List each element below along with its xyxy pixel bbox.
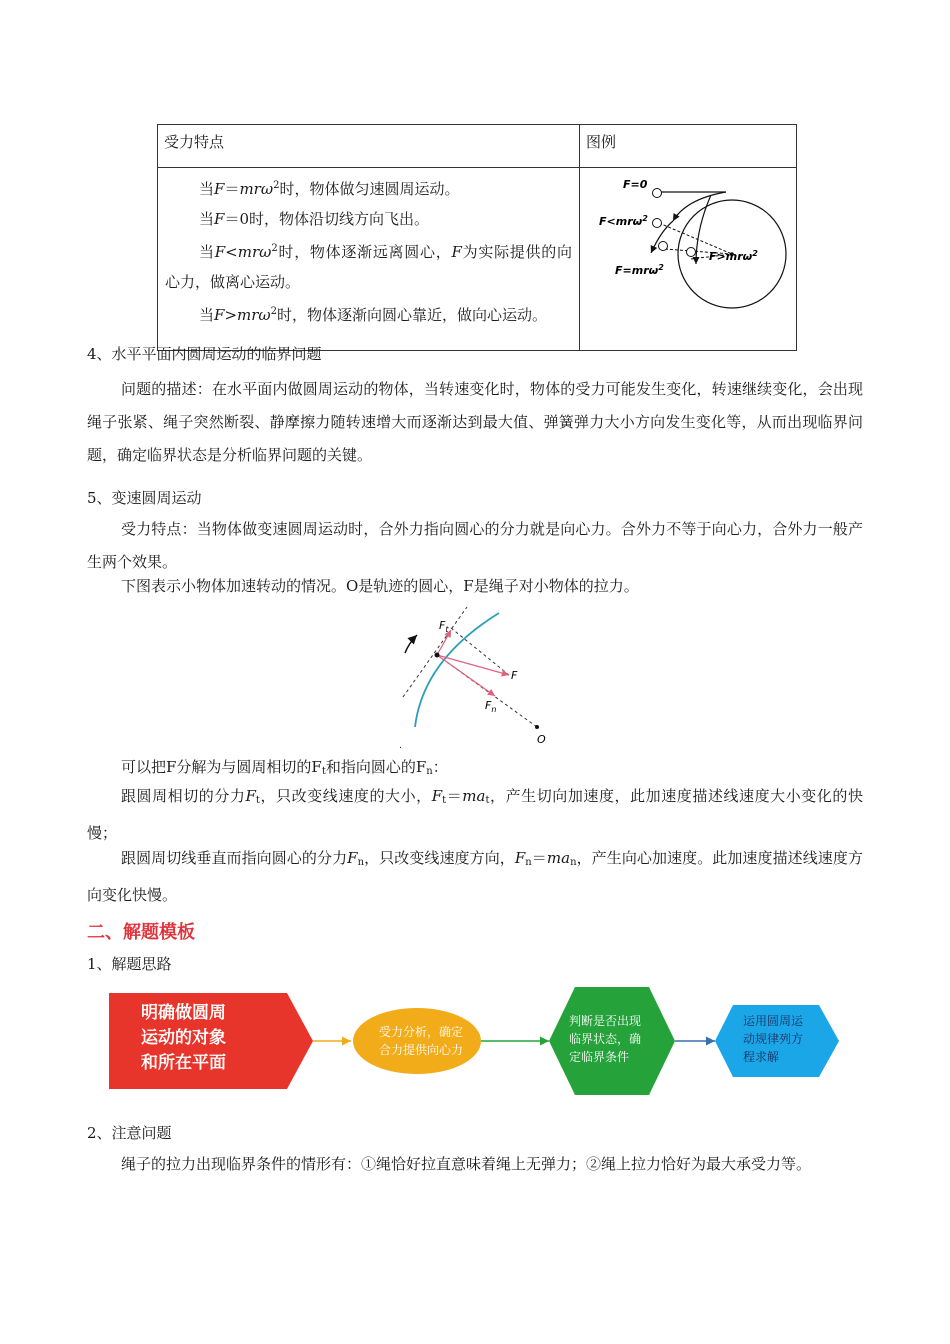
table-line-4: 当F>mrω$^2$时，物体逐渐向圆心靠近，做向心运动。 bbox=[199, 306, 548, 324]
step-1-line-2: 运动的对象 bbox=[141, 1028, 226, 1048]
section-5-title: 5、变速圆周运动 bbox=[87, 489, 202, 507]
step-4-line-2: 动规律列方 bbox=[743, 1032, 804, 1046]
ball-2 bbox=[653, 219, 662, 228]
ball-1 bbox=[653, 189, 662, 198]
parallel-dashed bbox=[451, 628, 509, 675]
ball-4 bbox=[687, 248, 696, 257]
step-2-line-2: 合力提供向心力 bbox=[379, 1043, 464, 1057]
label-fgreater: F>mrω$^2$ bbox=[709, 249, 758, 263]
table-line-3: 当F<mrω$^2$时，物体逐渐远离圆心，F为实际提供的向心力，做离心运动。 bbox=[165, 243, 572, 291]
step-1-line-3: 和所在平面 bbox=[141, 1053, 226, 1073]
section-4-title: 4、水平平面内圆周运动的临界问题 bbox=[87, 345, 322, 363]
step-2-line-1: 受力分析，确定 bbox=[379, 1025, 464, 1039]
step-1-line-1: 明确做圆周 bbox=[141, 1003, 226, 1023]
section-5-body-2: 下图表示小物体加速转动的情况。O是轨迹的圆心，F是绳子对小物体的拉力。 bbox=[121, 577, 639, 595]
table-line-2: 当F＝0时，物体沿切线方向飞出。 bbox=[199, 210, 430, 228]
step-3-line-3: 定临界条件 bbox=[569, 1050, 630, 1064]
step-4-line-1: 运用圆周运 bbox=[743, 1014, 804, 1028]
section-5-body-5: 跟圆周切线垂直而指向圆心的分力$F_n$，只改变线速度方向，$F_n=ma_n$，产生向心加速度。此加速度描述线速度方向变化快慢。 bbox=[87, 849, 863, 904]
label-o: O bbox=[537, 733, 546, 746]
section-4-body: 问题的描述：在水平面内做圆周运动的物体，当转速变化时，物体的受力可能发生变化，转速继续变化，会出现绳子张紧、绳子突然断裂、静摩擦力随转速增大而逐渐达到最大值、弹簧弹力大小方向发生变化等，从而出现临界问题，确定临界状态是分析临界问题的关键。 bbox=[87, 380, 863, 464]
label-f0: F=0 bbox=[623, 178, 648, 191]
tangent-dashed bbox=[403, 607, 467, 697]
force-decomposition-diagram bbox=[395, 605, 555, 750]
table-header-features: 受力特点 bbox=[158, 125, 580, 168]
centrifugal-diagram bbox=[581, 169, 795, 345]
label-fn: $F_n$ bbox=[485, 699, 497, 714]
table-header-diagram: 图例 bbox=[580, 125, 797, 168]
label-fless: F<mrω$^2$ bbox=[599, 214, 648, 228]
template-sub-1: 1、解题思路 bbox=[87, 955, 172, 973]
fn-arrow bbox=[437, 655, 495, 696]
section-5-body-3: 可以把F分解为与圆周相切的$F_t$和指向圆心的$F_n$： bbox=[121, 758, 448, 777]
f-arrow bbox=[437, 655, 509, 675]
table-cell-features bbox=[158, 168, 580, 351]
label-f: F bbox=[511, 669, 518, 682]
ft-arrow bbox=[437, 630, 451, 655]
step-3-line-2: 临界状态，确 bbox=[569, 1032, 642, 1046]
ball-3 bbox=[659, 242, 668, 251]
velocity-arrow bbox=[405, 635, 417, 653]
label-fequal: F=mrω$^2$ bbox=[615, 263, 664, 277]
section-5-body-4: 跟圆周相切的分力$F_t$，只改变线速度的大小，$F_t=ma_t$，产生切向加速度，此加速度描述线速度大小变化的快慢； bbox=[87, 787, 863, 842]
object-point bbox=[435, 653, 440, 658]
curve-fless bbox=[673, 192, 726, 221]
template-sub-2: 2、注意问题 bbox=[87, 1124, 172, 1142]
section-5-body-1: 受力特点：当物体做变速圆周运动时，合外力指向圆心的分力就是向心力。合外力不等于向心力，合外力一般产生两个效果。 bbox=[87, 520, 863, 571]
center-o bbox=[535, 725, 539, 729]
table-cell-diagram bbox=[580, 168, 797, 351]
solution-flowchart bbox=[107, 985, 847, 1097]
label-ft: $F_t$ bbox=[439, 619, 449, 634]
step-3-line-1: 判断是否出现 bbox=[569, 1014, 642, 1028]
template-heading: 二、解题模板 bbox=[87, 922, 195, 943]
force-feature-table bbox=[157, 124, 797, 351]
step-2-shape bbox=[353, 1008, 481, 1074]
step-4-line-3: 程求解 bbox=[743, 1050, 780, 1064]
stray-dot: . bbox=[399, 741, 402, 750]
template-note: 绳子的拉力出现临界条件的情形有：①绳恰好拉直意味着绳上无弹力；②绳上拉力恰好为最大承受力等。 bbox=[121, 1155, 812, 1173]
table-line-1: 当F＝mrω$^2$时，物体做匀速圆周运动。 bbox=[199, 180, 460, 198]
